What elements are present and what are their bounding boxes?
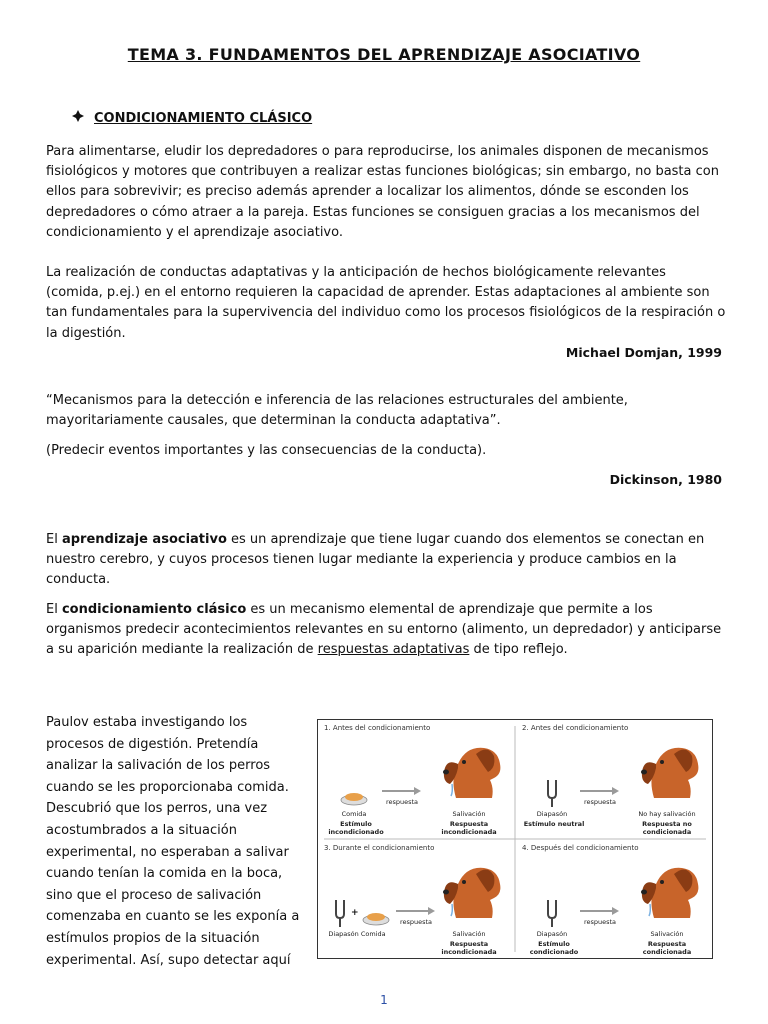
stimulus-label: Diapasón	[536, 930, 568, 938]
page-title: TEMA 3. FUNDAMENTOS DEL APRENDIZAJE ASOCIATIVO	[127, 45, 641, 64]
response-label: Salivación	[452, 930, 486, 938]
quote: “Mecanismos para la detección e inferencia de las relaciones estructurales del ambiente, mayoritariamente causales, que determinan la conducta adaptativa”.	[46, 393, 628, 429]
dog-head-icon	[634, 738, 704, 800]
keyword-aprendizaje-asociativo: aprendizaje asociativo	[61, 532, 227, 547]
response-label: No hay salivación	[638, 810, 696, 818]
dog-head-icon	[436, 738, 506, 800]
paragraph-1: Para alimentarse, eludir los depredadores o para reproducirse, los animales disponen de mecanismos fisiológicos y motores que contribuyen a realizar estas funciones biológicas; sin embargo, no basta con ellos para sobrevivir; es preciso además aprender a localizar los alimentos, dónde se esconden los depredadores o cómo atraer a la pareja. Estas funciones se consiguen gracias a los mecanismos del condicionamiento y el aprendizaje asociativo.	[46, 144, 719, 240]
page-number: 1	[380, 993, 388, 1007]
arrow-label: respuesta	[385, 798, 419, 806]
stimulus-label: Diapasón Comida	[328, 930, 386, 938]
response-type: Respuesta incondicionada	[441, 940, 497, 956]
citation-domjan: Michael Domjan, 1999	[565, 345, 722, 360]
citation-dickinson: Dickinson, 1980	[609, 472, 722, 487]
arrow-label: respuesta	[399, 918, 433, 926]
dog-head-icon	[436, 858, 506, 920]
food-bowl-icon	[340, 790, 368, 806]
stimulus-label: Comida	[341, 810, 367, 818]
keyword-condicionamiento-clasico: condicionamiento clásico	[61, 602, 247, 617]
pavlov-conditioning-figure	[317, 719, 713, 959]
paragraph-2: La realización de conductas adaptativas y la anticipación de hechos biológicamente relevantes (comida, p.ej.) en el entorno requieren la capacidad de aprender. Estas adaptaciones al ambiente son tan fundamentales para la supervivencia del individuo como los procesos fisiológicos de la respiración o la digestión.	[46, 265, 726, 341]
tuning-fork-icon	[332, 898, 348, 928]
figure-panel-2	[516, 720, 712, 838]
pavlov-sidebar-text: Paulov estaba investigando los procesos de digestión. Pretendía analizar la salivación de los perros cuando se les proporcionaba comida. Descubrió que los perros, una vez acostumbrados a la situación experimental, no esperaban a salivar cuando tenían la comida en la boca, sino que el proceso de salivación comenzaba en cuanto se les exponía a estímulos propios de la situación experimental. Así, supo detectar aquí	[46, 715, 300, 968]
arrow-icon	[382, 786, 422, 796]
stimulus-label: Diapasón	[536, 810, 568, 818]
arrow-label: respuesta	[583, 918, 617, 926]
arrow-icon	[580, 906, 620, 916]
arrow-icon	[396, 906, 436, 916]
response-label: Salivación	[650, 930, 684, 938]
paragraph-condicionamiento-clasico: El condicionamiento clásico es un mecanismo elemental de aprendizaje que permite a los organismos predecir acontecimientos relevantes en su entorno (alimento, un depredador) y anticiparse a su aparición mediante la realización de respuestas adaptativas de tipo reflejo.	[46, 602, 722, 658]
panel-title: 1. Antes del condicionamiento	[324, 724, 431, 732]
tuning-fork-icon	[544, 898, 560, 928]
link-respuestas-adaptativas[interactable]: respuestas adaptativas	[317, 642, 470, 658]
diamond-bullet-icon	[72, 110, 86, 126]
paragraph-aprendizaje-asociativo: El aprendizaje asociativo es un aprendizaje que tiene lugar cuando dos elementos se conectan en nuestro cerebro, y cuyos procesos tienen lugar mediante la experiencia y produce cambios en la conducta.	[46, 532, 705, 588]
panel-title: 4. Después del condicionamiento	[522, 844, 639, 852]
figure-panel-4	[516, 840, 712, 958]
section-heading	[72, 110, 312, 126]
quote-note: (Predecir eventos importantes y las consecuencias de la conducta).	[46, 443, 487, 458]
arrow-label: respuesta	[583, 798, 617, 806]
figure-panel-3	[318, 840, 514, 958]
response-type: Respuesta incondicionada	[441, 820, 497, 836]
panel-title: 3. Durante el condicionamiento	[324, 844, 435, 852]
section-label: CONDICIONAMIENTO CLÁSICO	[94, 111, 313, 126]
tuning-fork-icon	[544, 778, 560, 808]
plus-sign: +	[351, 908, 359, 918]
response-type: Respuesta no condicionada	[642, 820, 692, 836]
response-label: Salivación	[452, 810, 486, 818]
panel-title: 2. Antes del condicionamiento	[522, 724, 629, 732]
figure-panel-1	[318, 720, 514, 838]
stimulus-type: Estímulo incondicionado	[328, 820, 384, 836]
arrow-icon	[580, 786, 620, 796]
stimulus-type: Estímulo neutral	[523, 820, 585, 828]
response-type: Respuesta condicionada	[642, 940, 692, 956]
food-bowl-icon	[362, 910, 390, 926]
dog-head-icon	[634, 858, 704, 920]
stimulus-type: Estímulo condicionado	[529, 940, 579, 956]
